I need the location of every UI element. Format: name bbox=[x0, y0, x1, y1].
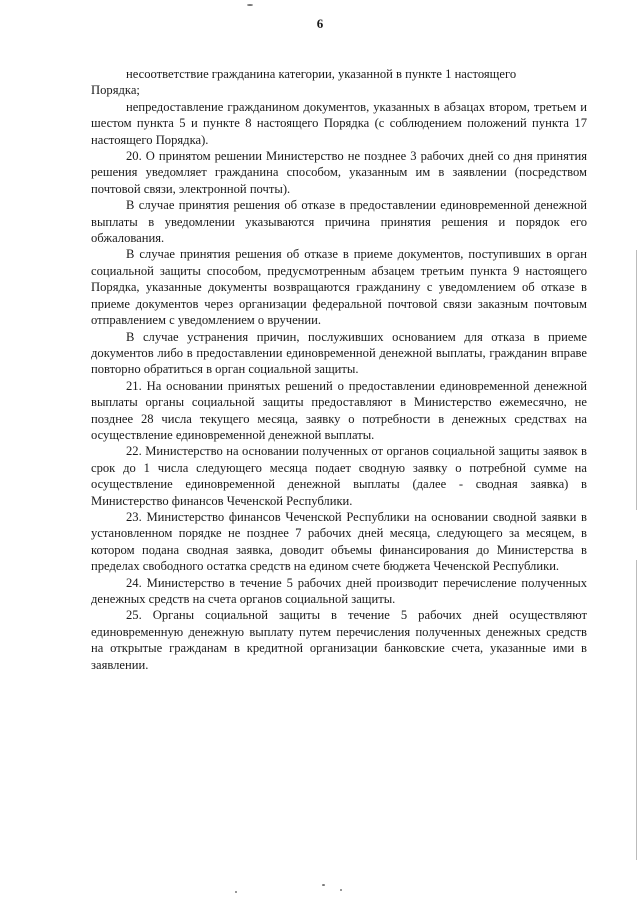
scan-speck bbox=[322, 884, 325, 886]
scan-edge bbox=[636, 560, 637, 860]
page-number: 6 bbox=[316, 16, 324, 31]
paragraph: В случае принятия решения об отказе в предоставлении единовременной денежной выплаты в уведомлении указываются причина принятия решения и порядок его обжалования. bbox=[91, 198, 587, 246]
paragraph: несоответствие гражданина категории, указанной в пункте 1 настоящего bbox=[126, 67, 517, 81]
paragraph: В случае принятия решения об отказе в приеме документов, поступивших в орган социальной защиты способом, предусмотренным абзацем третьим пункта 9 настоящего Порядка, указанные документы возвращаются гражданину с уведомлением об отказе в приеме документов через организации федеральной почтовой связи заказным почтовым отправлением с уведомлением о вручении. bbox=[91, 247, 587, 328]
scan-speck bbox=[235, 891, 237, 893]
paragraph: 23. Министерство финансов Чеченской Республики на основании сводной заявки в установленном порядке не позднее 7 рабочих дней месяца, следующего за месяцем, в котором подана сводная заявка, доводит объемы финансирования до Министерства в пределах свободного остатка средств на едином счете бюджета Чеченской Республики. bbox=[91, 509, 587, 574]
scan-speck bbox=[340, 889, 342, 891]
paragraph: Порядка; bbox=[91, 83, 140, 98]
paragraph: 21. На основании принятых решений о предоставлении единовременной денежной выплаты органы социальной защиты предоставляют в Министерство ежемесячно, не позднее 28 числа текущего месяца, заявку о потребности в денежных средствах на осуществление единовременной денежной выплаты. bbox=[91, 378, 587, 442]
paragraph: 20. О принятом решении Министерство не позднее 3 рабочих дней со дня принятия решения уведомляет гражданина способом, указанным им в заявлении (посредством почтовой связи, электронной почты). bbox=[91, 149, 587, 196]
paragraph: непредоставление гражданином документов, указанных в абзацах втором, третьем и шестом пункта 5 и пункте 8 настоящего Порядка (с соблюдением положений пункта 17 настоящего Порядка). bbox=[91, 99, 587, 147]
paragraph: 24. Министерство в течение 5 рабочих дней производит перечисление полученных денежных средств на счета органов социальной защиты. bbox=[91, 575, 587, 606]
paragraph: 22. Министерство на основании полученных от органов социальной защиты заявок в срок до 1 числа следующего месяца подает сводную заявку о потребной сумме на осуществление единовременной денежной выплаты (далее - сводная заявка) в Министерство финансов Чеченской Республики. bbox=[91, 444, 587, 508]
paragraph: В случае устранения причин, послуживших основанием для отказа в приеме документов либо в предоставлении единовременной денежной выплаты, гражданин вправе повторно обратиться в орган социальной защиты. bbox=[91, 329, 587, 377]
scan-edge bbox=[636, 250, 637, 510]
scan-speck bbox=[247, 4, 253, 6]
paragraph: 25. Органы социальной защиты в течение 5 рабочих дней осуществляют единовременную денежную выплату путем перечисления полученных денежных средств на открытые гражданам в кредитной организации банковские счета, указанные ими в заявлении. bbox=[91, 608, 587, 672]
document-body bbox=[91, 66, 587, 673]
